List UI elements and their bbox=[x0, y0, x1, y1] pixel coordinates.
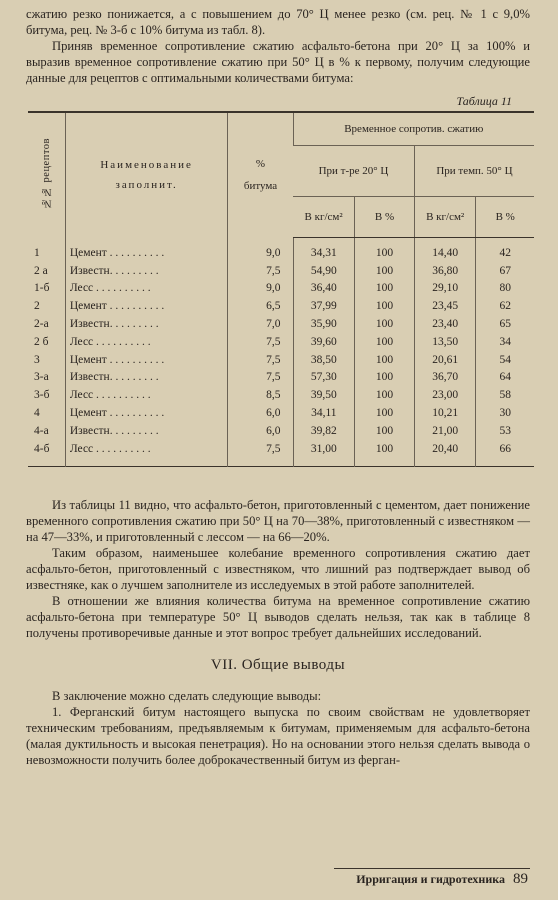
cell-pct-20: 100 bbox=[355, 280, 415, 298]
cell-bitumen: 7,5 bbox=[228, 262, 293, 280]
cell-kg-50: 36,70 bbox=[414, 369, 476, 387]
paragraph: Из таблицы 11 видно, что асфальто-бетон, приготовленный с цементом, дает понижение временного сопротивления сжатию при 50° Ц на 70—38%, приготовленный с известняком — на 47—33%, и приготовленный с лессом — на 66—20%. bbox=[26, 497, 530, 544]
table-row bbox=[28, 386, 534, 404]
cell-kg-50: 36,80 bbox=[414, 262, 476, 280]
column-header-group: Временное сопротив. сжатию bbox=[293, 112, 534, 146]
cell-pct-50: 30 bbox=[476, 404, 534, 422]
cell-pct-20: 100 bbox=[355, 351, 415, 369]
cell-recipe-no: 4-а bbox=[34, 424, 49, 437]
table-row bbox=[28, 315, 534, 333]
paragraph: В отношении же влияния количества битума на временное сопротивление сжатию асфальто-бетона при температуре 50° Ц выводов сделать нельзя, так как в таблице 8 получены противоречивые данные и этот вопрос требует дальнейших исследований. bbox=[26, 593, 530, 640]
cell-pct-50: 54 bbox=[476, 351, 534, 369]
paragraph: 1. Ферганский битум настоящего выпуска по своим свойствам не удовлетворяет техническим требованиям, предъявляемым к битумам, применяемым для асфальто-бетона (малая дуктильность и высокая пенетрация). Но на основании этого нельзя сделать вывода о невозможности получить более доброкачественный битум из ферган- bbox=[26, 704, 530, 767]
cell-kg-50: 23,40 bbox=[414, 315, 476, 333]
cell-kg-20: 39,60 bbox=[293, 333, 355, 351]
column-header-kg-50: В кг/см² bbox=[414, 197, 476, 238]
cell-pct-50: 53 bbox=[476, 422, 534, 440]
cell-pct-20: 100 bbox=[355, 297, 415, 315]
cell-bitumen: 7,5 bbox=[228, 333, 293, 351]
cell-recipe-no: 4 bbox=[34, 407, 40, 420]
table-row bbox=[28, 440, 534, 466]
cell-recipe-no: 3-а bbox=[34, 371, 49, 384]
cell-recipe-no: 2 б bbox=[34, 335, 49, 348]
cell-bitumen: 7,0 bbox=[228, 315, 293, 333]
cell-filler: Лесс . . . . . . . . . . bbox=[65, 333, 228, 351]
cell-kg-20: 57,30 bbox=[293, 369, 355, 387]
table-row bbox=[28, 262, 534, 280]
cell-pct-20: 100 bbox=[355, 386, 415, 404]
cell-pct-50: 66 bbox=[476, 440, 534, 466]
cell-bitumen: 6,0 bbox=[228, 422, 293, 440]
cell-filler: Лесс . . . . . . . . . . bbox=[65, 440, 228, 466]
cell-recipe-no: 4-б bbox=[34, 442, 50, 455]
cell-kg-50: 14,40 bbox=[414, 238, 476, 262]
column-header-pct-20: В % bbox=[355, 197, 415, 238]
cell-pct-50: 80 bbox=[476, 280, 534, 298]
cell-bitumen: 6,5 bbox=[228, 297, 293, 315]
cell-kg-50: 21,00 bbox=[414, 422, 476, 440]
cell-kg-50: 10,21 bbox=[414, 404, 476, 422]
cell-bitumen: 8,5 bbox=[228, 386, 293, 404]
cell-pct-50: 34 bbox=[476, 333, 534, 351]
cell-kg-20: 34,31 bbox=[293, 238, 355, 262]
cell-filler: Известн. . . . . . . . . bbox=[65, 262, 228, 280]
column-header-pct-50: В % bbox=[476, 197, 534, 238]
cell-pct-20: 100 bbox=[355, 333, 415, 351]
cell-recipe-no: 2 а bbox=[34, 264, 48, 277]
cell-pct-20: 100 bbox=[355, 422, 415, 440]
table-row bbox=[28, 369, 534, 387]
cell-pct-50: 64 bbox=[476, 369, 534, 387]
paragraph: В заключение можно сделать следующие выводы: bbox=[52, 688, 322, 703]
cell-pct-20: 100 bbox=[355, 262, 415, 280]
table-row bbox=[28, 422, 534, 440]
cell-pct-50: 58 bbox=[476, 386, 534, 404]
data-table bbox=[28, 111, 534, 467]
cell-kg-20: 37,99 bbox=[293, 297, 355, 315]
cell-pct-50: 62 bbox=[476, 297, 534, 315]
cell-filler: Известн. . . . . . . . . bbox=[65, 315, 228, 333]
cell-filler: Известн. . . . . . . . . bbox=[65, 369, 228, 387]
cell-kg-50: 13,50 bbox=[414, 333, 476, 351]
cell-pct-20: 100 bbox=[355, 369, 415, 387]
cell-pct-20: 100 bbox=[355, 440, 415, 466]
column-header-filler: Наименование заполнит. bbox=[65, 112, 228, 238]
section-heading: VII. Общие выводы bbox=[210, 656, 346, 673]
cell-kg-50: 20,40 bbox=[414, 440, 476, 466]
cell-bitumen: 7,5 bbox=[228, 369, 293, 387]
column-header-recipe-no: №№ рецептов bbox=[28, 112, 65, 238]
cell-kg-20: 31,00 bbox=[293, 440, 355, 466]
column-header-t50: При темп. 50° Ц bbox=[414, 146, 534, 197]
cell-kg-20: 39,82 bbox=[293, 422, 355, 440]
cell-kg-20: 35,90 bbox=[293, 315, 355, 333]
column-header-t20: При т-ре 20° Ц bbox=[293, 146, 414, 197]
cell-filler: Лесс . . . . . . . . . . bbox=[65, 280, 228, 298]
cell-pct-20: 100 bbox=[355, 315, 415, 333]
table-row bbox=[28, 351, 534, 369]
cell-kg-20: 38,50 bbox=[293, 351, 355, 369]
column-header-kg-20: В кг/см² bbox=[293, 197, 355, 238]
cell-bitumen: 9,0 bbox=[228, 280, 293, 298]
journal-title: Ирригация и гидротехника bbox=[356, 872, 505, 886]
cell-pct-50: 65 bbox=[476, 315, 534, 333]
cell-filler: Известн. . . . . . . . . bbox=[65, 422, 228, 440]
cell-bitumen: 9,0 bbox=[228, 238, 293, 262]
cell-bitumen: 7,5 bbox=[228, 351, 293, 369]
table-caption: Таблица 11 bbox=[456, 94, 512, 108]
cell-recipe-no: 1-б bbox=[34, 282, 50, 295]
cell-kg-20: 34,11 bbox=[293, 404, 355, 422]
cell-filler: Цемент . . . . . . . . . . bbox=[65, 351, 228, 369]
cell-filler: Цемент . . . . . . . . . . bbox=[65, 297, 228, 315]
cell-kg-50: 20,61 bbox=[414, 351, 476, 369]
table-row bbox=[28, 333, 534, 351]
table-row bbox=[28, 404, 534, 422]
page-number: 89 bbox=[513, 871, 528, 887]
cell-kg-50: 23,00 bbox=[414, 386, 476, 404]
cell-recipe-no: 3-б bbox=[34, 389, 50, 402]
table-row bbox=[28, 297, 534, 315]
cell-recipe-no: 1 bbox=[34, 246, 40, 259]
cell-pct-50: 42 bbox=[476, 238, 534, 262]
paragraph: Приняв временное сопротивление сжатию асфальто-бетона при 20° Ц за 100% и выразив временное сопротивление сжатию при 50° Ц в % к первому, получим следующие данные для рецептов с оптимальными количествами битума: bbox=[26, 39, 530, 85]
cell-filler: Цемент . . . . . . . . . . bbox=[65, 238, 228, 262]
paragraph: сжатию резко понижается, а с повышением до 70° Ц менее резко (см. рец. № 1 с 9,0% битума, рец. № 3-б с 10% битума из табл. 8). bbox=[26, 7, 530, 37]
cell-bitumen: 7,5 bbox=[228, 440, 293, 466]
paragraph: Таким образом, наименьшее колебание временного сопротивления сжатию дает асфальто-бетон, приготовленный с известняком, что лишний раз подтверждает вывод об известняке, как о лучшем заполнителе из исследуемых в этой работе заполнителей. bbox=[26, 545, 530, 592]
cell-recipe-no: 2 bbox=[34, 300, 40, 313]
table-row bbox=[28, 238, 534, 262]
footer-rule bbox=[334, 868, 530, 869]
cell-pct-20: 100 bbox=[355, 238, 415, 262]
cell-recipe-no: 2-а bbox=[34, 318, 49, 331]
cell-pct-20: 100 bbox=[355, 404, 415, 422]
cell-kg-50: 23,45 bbox=[414, 297, 476, 315]
cell-bitumen: 6,0 bbox=[228, 404, 293, 422]
cell-kg-20: 39,50 bbox=[293, 386, 355, 404]
cell-kg-20: 36,40 bbox=[293, 280, 355, 298]
table-row bbox=[28, 280, 534, 298]
cell-pct-50: 67 bbox=[476, 262, 534, 280]
cell-recipe-no: 3 bbox=[34, 353, 40, 366]
cell-kg-20: 54,90 bbox=[293, 262, 355, 280]
cell-filler: Цемент . . . . . . . . . . bbox=[65, 404, 228, 422]
column-header-bitumen: % битума bbox=[228, 112, 293, 238]
cell-filler: Лесс . . . . . . . . . . bbox=[65, 386, 228, 404]
cell-kg-50: 29,10 bbox=[414, 280, 476, 298]
